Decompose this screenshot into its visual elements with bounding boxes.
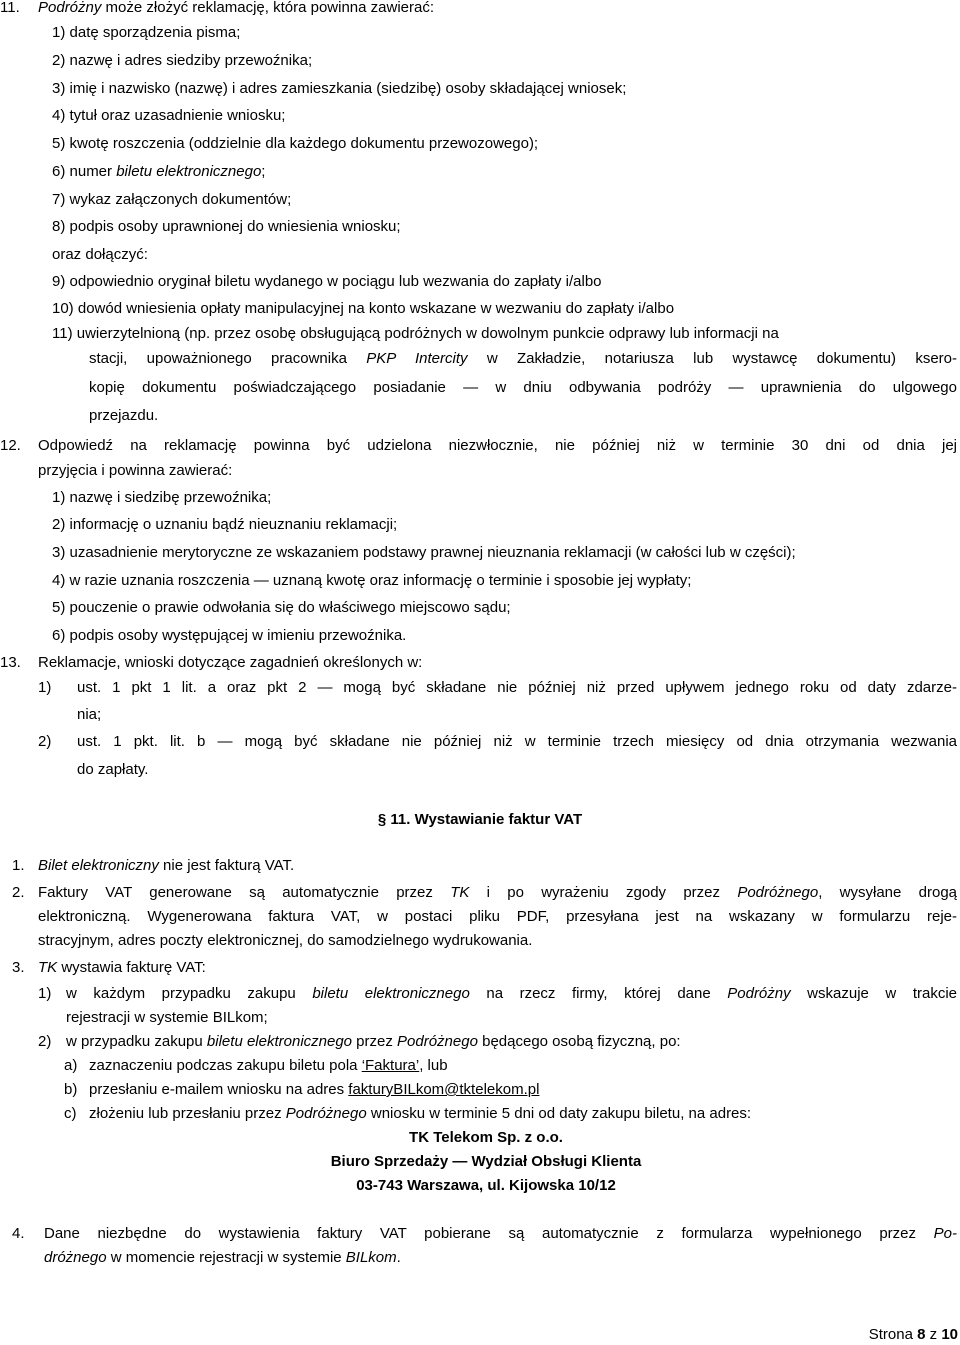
list-item: 9) odpowiednio oryginał biletu wydanego w pociągu lub wezwania do zapłaty i/albo [52, 273, 602, 290]
list-item: ust. 1 pkt. lit. b — mogą być składane nie później niż w terminie trzech miesięcy od dnia otrzymania wezwania [77, 733, 957, 750]
list-item: złożeniu lub przesłaniu przez Podróżnego wniosku w terminie 5 dni od daty zakupu biletu, na adres: [89, 1105, 752, 1122]
list-item: 6) numer biletu elektronicznego; [52, 163, 266, 180]
paragraph-line: stracyjnym, adres poczty elektronicznej, do samodzielnego wydrukowania. [38, 932, 533, 949]
list-item: 2) nazwę i adres siedziby przewoźnika; [52, 52, 313, 69]
paragraph-line: Bilet elektroniczny nie jest fakturą VAT. [38, 857, 295, 874]
list-item: przesłaniu e-mailem wniosku na adres fakturyBILkom@tktelekom.pl [89, 1081, 540, 1098]
paragraph-line: dróżnego w momencie rejestracji w systemie BILkom. [44, 1249, 401, 1266]
list-item: 4) tytuł oraz uzasadnienie wniosku; [52, 107, 286, 124]
list-marker: 1) [38, 679, 52, 696]
paragraph-line: elektroniczną. Wygenerowana faktura VAT, w postaci pliku PDF, przesyłana jest na wskazany w formularzu reje- [38, 908, 957, 925]
paragraph-line: Dane niezbędne do wystawienia faktury VAT pobierane są automatycznie z formularza wypełnionego przez Po- [44, 1225, 957, 1242]
list-item-continuation: rejestracji w systemie BILkom; [66, 1009, 268, 1026]
list-item: 11) uwierzytelnioną (np. przez osobę obsługującą podróżnych w dowolnym punkcie odprawy lub informacji na [52, 325, 779, 342]
list-item-continuation: do zapłaty. [77, 761, 149, 778]
paragraph-line: TK wystawia fakturę VAT: [38, 959, 206, 976]
list-item: w każdym przypadku zakupu biletu elektronicznego na rzecz firmy, której dane Podróżny wskazuje w trakcie [66, 985, 957, 1002]
list-item: 5) pouczenie o prawie odwołania się do właściwego miejscowo sądu; [52, 599, 511, 616]
list-item: 1) nazwę i siedzibę przewoźnika; [52, 489, 272, 506]
list-item-continuation: stacji, upoważnionego pracownika PKP Intercity w Zakładzie, notariusza lub wystawcę dokumentu) ksero- [89, 350, 957, 367]
list-marker: 2) [38, 1033, 52, 1050]
paragraph-line: oraz dołączyć: [52, 246, 148, 263]
list-marker: c) [64, 1105, 77, 1122]
item-number: 1. [12, 857, 25, 874]
list-item: 2) informację o uznaniu bądź nieuznaniu reklamacji; [52, 516, 398, 533]
list-item-continuation: kopię dokumentu poświadczającego posiadanie — w dniu odbywania podróży — uprawnienia do ulgowego [89, 379, 957, 396]
list-marker: 2) [38, 733, 52, 750]
paragraph-line: Faktury VAT generowane są automatycznie przez TK i po wyrażeniu zgody przez Podróżnego, wysyłane drogą [38, 884, 958, 901]
list-item: w przypadku zakupu biletu elektronicznego przez Podróżnego będącego osobą fizyczną, po: [66, 1033, 681, 1050]
list-item: 8) podpis osoby uprawnionej do wniesienia wniosku; [52, 218, 401, 235]
list-item: 1) datę sporządzenia pisma; [52, 24, 241, 41]
list-item: 7) wykaz załączonych dokumentów; [52, 191, 292, 208]
list-marker: a) [64, 1057, 78, 1074]
list-item: 6) podpis osoby występującej w imieniu przewoźnika. [52, 627, 407, 644]
list-item: 5) kwotę roszczenia (oddzielnie dla każdego dokumentu przewozowego); [52, 135, 539, 152]
list-item: zaznaczeniu podczas zakupu biletu pola ‘Faktura’, lub [89, 1057, 448, 1074]
list-item: 10) dowód wniesienia opłaty manipulacyjnej na konto wskazane w wezwaniu do zapłaty i/albo [52, 300, 675, 317]
paragraph-line: Podróżny może złożyć reklamację, która powinna zawierać: [38, 0, 435, 16]
paragraph-line: Odpowiedź na reklamację powinna być udzielona niezwłocznie, nie później niż w terminie 30 dni od dnia jej [38, 437, 957, 454]
list-item: ust. 1 pkt 1 lit. a oraz pkt 2 — mogą być składane nie później niż przed upływem jednego roku od daty zdarze- [77, 679, 957, 696]
list-marker: 1) [38, 985, 52, 1002]
list-item: 3) uzasadnienie merytoryczne ze wskazaniem podstawy prawnej nieuznania reklamacji (w całości lub w części); [52, 544, 796, 561]
list-item: 4) w razie uznania roszczenia — uznaną kwotę oraz informację o terminie i sposobie jej wypłaty; [52, 572, 692, 589]
address-company: TK Telekom Sp. z o.o. [409, 1129, 563, 1146]
address-department: Biuro Sprzedaży — Wydział Obsługi Klienta [330, 1153, 642, 1170]
paragraph-line: Reklamacje, wnioski dotyczące zagadnień określonych w: [38, 654, 423, 671]
item-number: 13. [0, 654, 21, 671]
email-link[interactable]: fakturyBILkom@tktelekom.pl [348, 1081, 540, 1098]
page-number: Strona 8 z 10 [868, 1326, 958, 1343]
list-item: 3) imię i nazwisko (nazwę) i adres zamieszkania (siedzibę) osoby składającej wniosek; [52, 80, 627, 97]
item-number: 12. [0, 437, 21, 454]
paragraph-line: przyjęcia i powinna zawierać: [38, 462, 233, 479]
item-number: 4. [12, 1225, 25, 1242]
list-item-continuation: nia; [77, 706, 102, 723]
list-marker: b) [64, 1081, 78, 1098]
section-heading: § 11. Wystawianie faktur VAT [377, 811, 583, 828]
list-item-continuation: przejazdu. [89, 407, 159, 424]
item-number: 3. [12, 959, 25, 976]
address-street: 03-743 Warszawa, ul. Kijowska 10/12 [356, 1177, 616, 1194]
item-number: 11. [0, 0, 20, 16]
item-number: 2. [12, 884, 25, 901]
